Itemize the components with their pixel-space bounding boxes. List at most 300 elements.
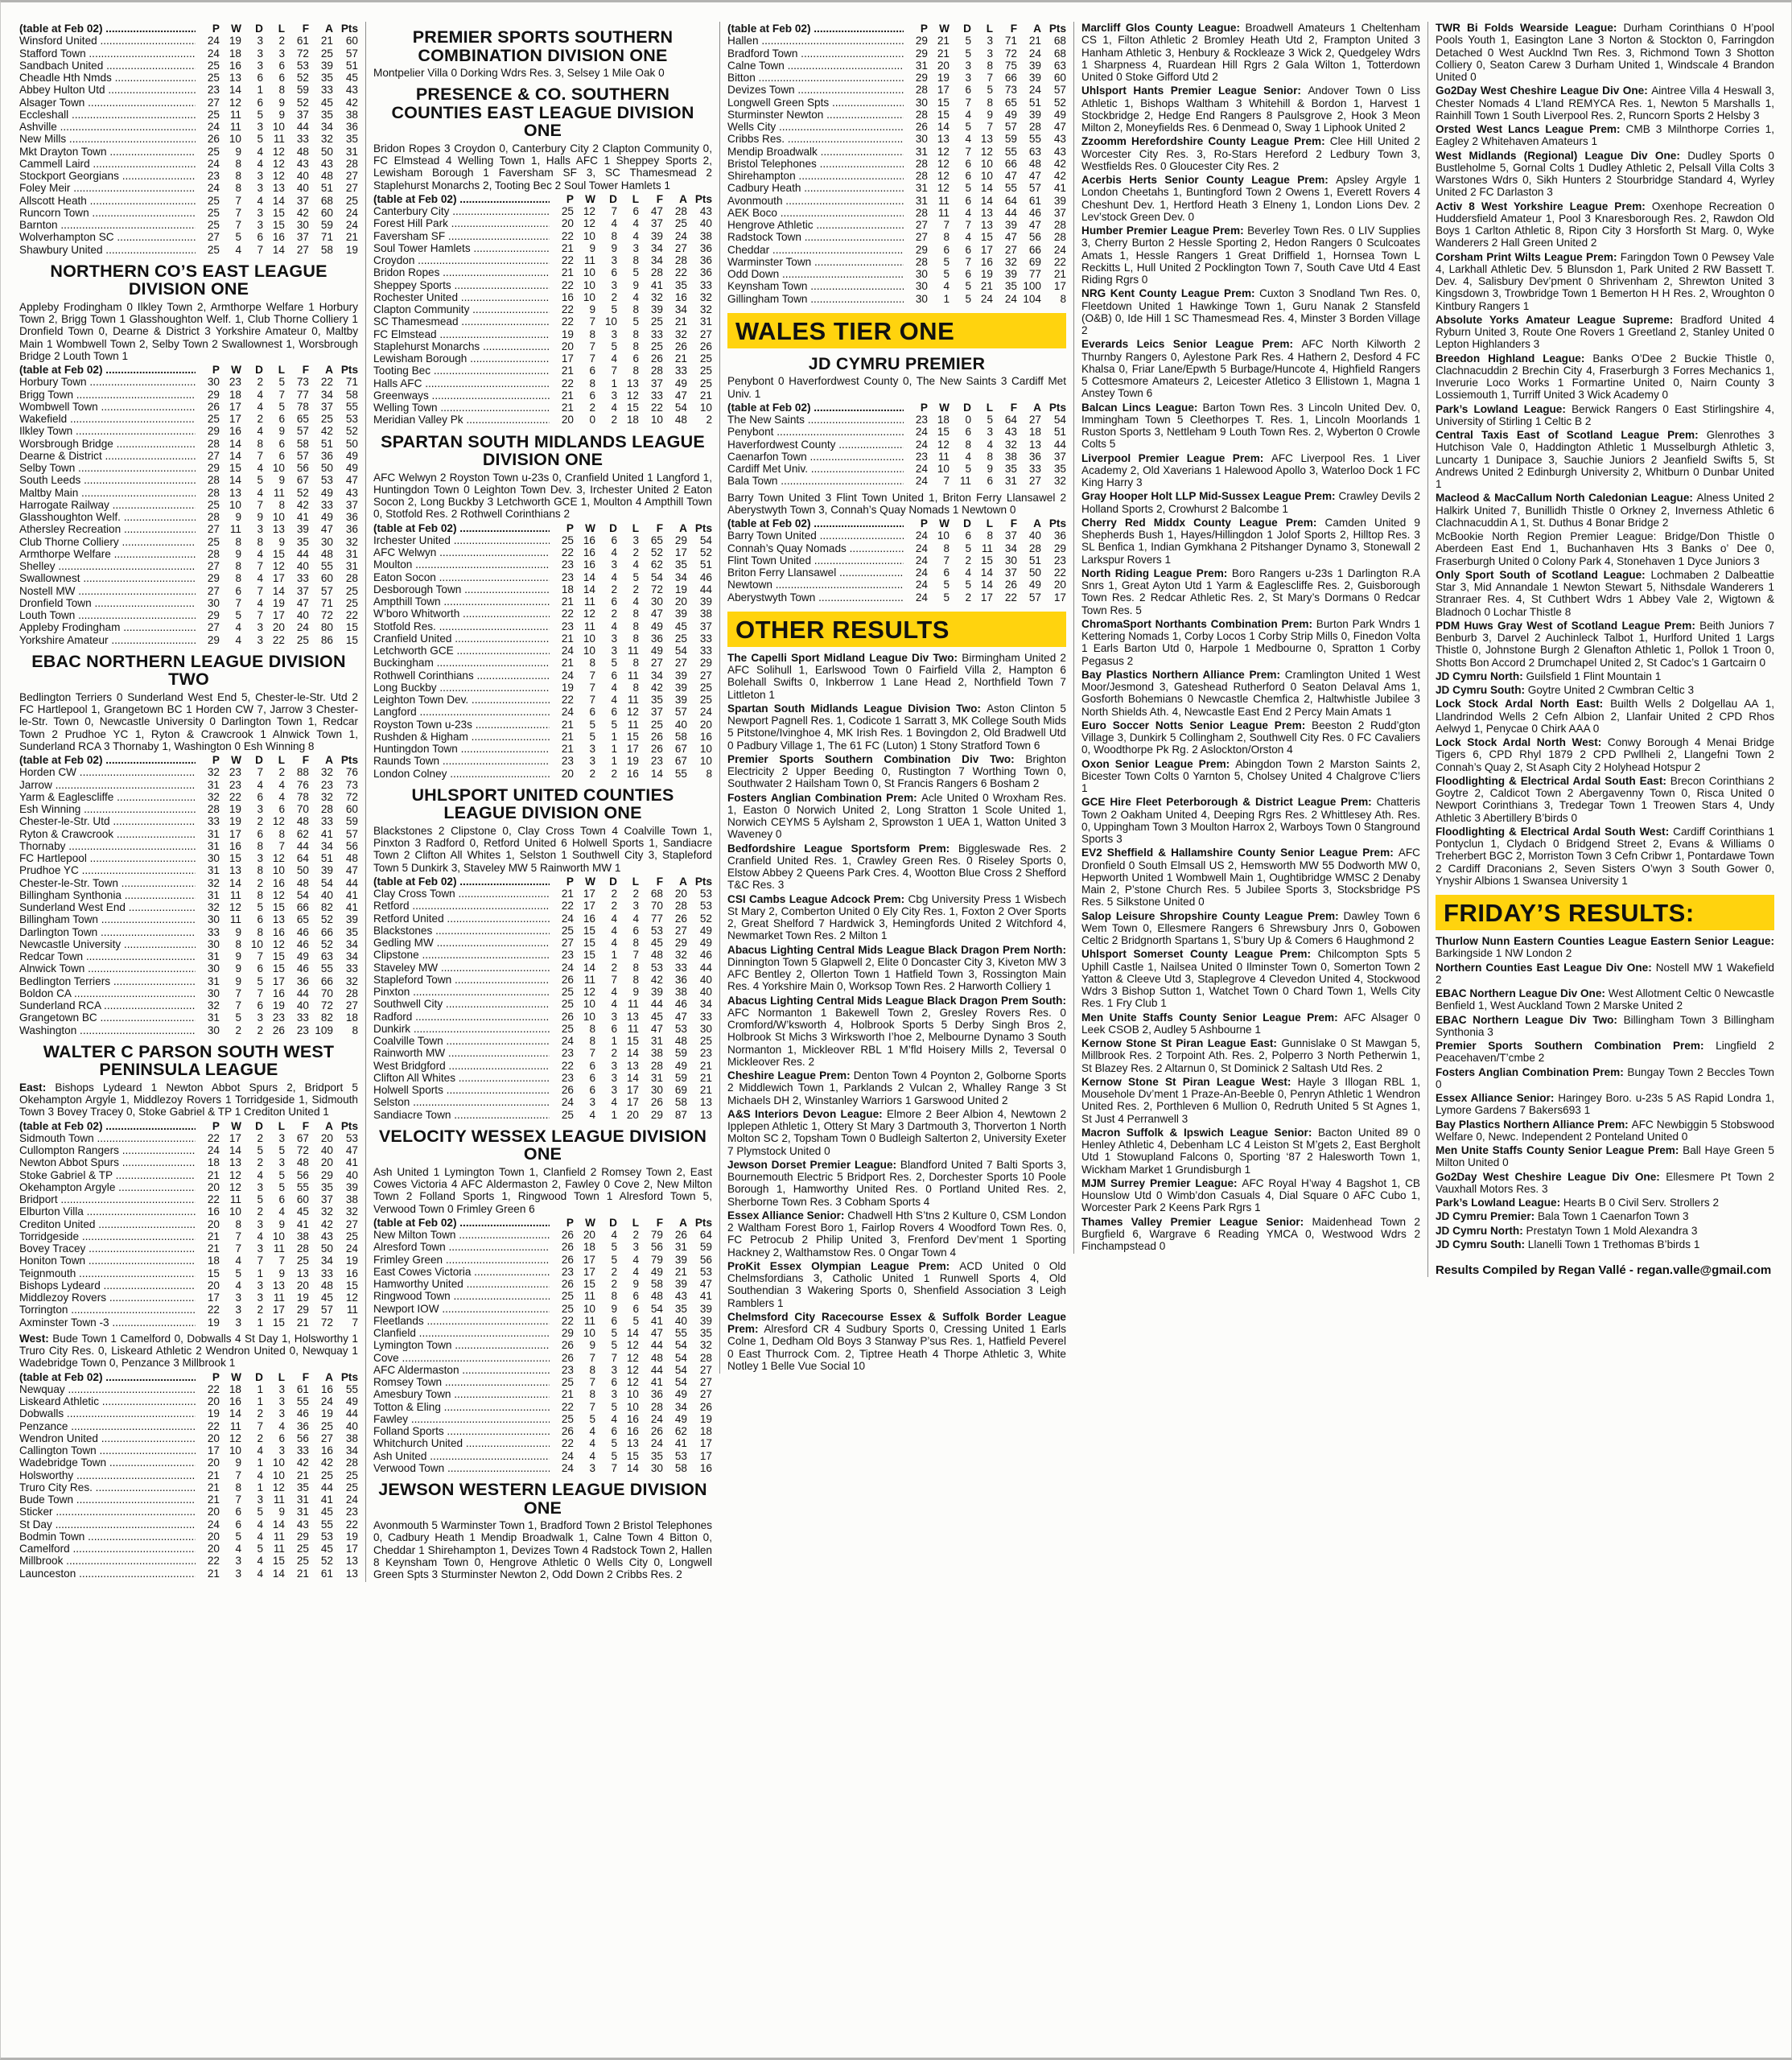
- stat-value: 22: [207, 1382, 220, 1395]
- stat-value: 24: [915, 426, 928, 439]
- table-header-col: W: [231, 754, 241, 766]
- stat-value: 25: [345, 1469, 358, 1481]
- stat-value: 9: [611, 241, 617, 254]
- table-header-col: P: [212, 364, 220, 376]
- table-header-col: A: [1033, 23, 1041, 35]
- stat-value: 58: [650, 1278, 663, 1290]
- stat-value: 6: [257, 790, 263, 803]
- team-name: Darlington Town .....: [19, 926, 196, 938]
- stat-value: 28: [650, 1059, 663, 1072]
- stat-value: 59: [699, 1241, 712, 1254]
- stat-value: 39: [699, 595, 712, 608]
- stat-value: 53: [674, 1022, 687, 1035]
- table-row: [19, 47, 358, 60]
- stat-value: 21: [207, 1567, 220, 1580]
- stat-value: 6: [611, 534, 617, 546]
- stat-value: 8: [632, 608, 639, 620]
- stat-value: 52: [296, 96, 309, 109]
- stat-value: 8: [235, 560, 241, 572]
- stat-value: 7: [611, 1461, 617, 1474]
- stat-value: 24: [296, 621, 309, 634]
- team-name: Pinxton .....: [373, 986, 550, 998]
- stat-value: 4: [257, 425, 263, 438]
- league-name-lead: Corsham Print Wilts League Prem:: [1436, 250, 1621, 263]
- league-name-lead: Marcliff Glos County League:: [1081, 22, 1246, 34]
- stat-value: 17: [272, 974, 285, 987]
- table-row: [19, 621, 358, 633]
- team-name: Cheddar .....: [727, 244, 904, 256]
- stat-value: 31: [207, 888, 220, 901]
- stat-value: 25: [345, 1481, 358, 1494]
- stat-value: 3: [632, 900, 639, 913]
- stat-value: 31: [915, 182, 928, 195]
- stat-value: 32: [699, 290, 712, 303]
- stat-value: 55: [345, 400, 358, 413]
- stat-value: 28: [207, 511, 220, 523]
- table-header-col: L: [278, 1370, 285, 1383]
- column-2: [365, 22, 719, 1582]
- results-paragraph: JD Cymru South: Llanelli Town 1 Trethomas B’birds 1: [1436, 1238, 1700, 1250]
- stat-value: 51: [345, 59, 358, 72]
- stat-value: 66: [1028, 243, 1041, 256]
- table-header-col: L: [632, 1216, 639, 1229]
- stat-value: 11: [959, 475, 971, 488]
- stat-value: 22: [561, 229, 574, 242]
- stat-value: 55: [674, 767, 687, 780]
- stat-value: 26: [561, 1010, 574, 1023]
- table-header-label: (table at Feb 02) .....: [373, 1217, 550, 1229]
- table-row: [373, 303, 712, 315]
- stat-value: 24: [345, 206, 358, 219]
- stat-value: 44: [1053, 438, 1066, 451]
- stat-value: 39: [1028, 72, 1041, 84]
- stat-value: 25: [207, 219, 220, 231]
- stat-value: 5: [257, 1506, 263, 1518]
- stat-value: 57: [320, 1304, 333, 1316]
- table-row: [373, 608, 712, 620]
- stat-value: 20: [674, 888, 687, 900]
- results-paragraph: Go2Day West Cheshire League Div One: Aintree Villa 4 Heswall 3, Chester Nomads 4 L’land REMYCA Res. 1, Newton 5 Marshalls 1, Rainhill Town 1 South Liverpool Res. 2, Runcorn Sports 2 Helsby 3: [1436, 84, 1775, 122]
- stat-value: 8: [235, 1481, 241, 1494]
- table-header-col: L: [632, 521, 639, 534]
- stat-value: 15: [272, 962, 285, 975]
- table-row: [373, 254, 712, 266]
- table-row: [373, 1266, 712, 1278]
- stat-value: 56: [345, 839, 358, 852]
- stat-value: 31: [345, 547, 358, 560]
- stat-value: 35: [1004, 463, 1017, 475]
- stat-value: 12: [626, 1363, 639, 1376]
- stat-value: 13: [272, 913, 285, 926]
- stat-value: 27: [915, 231, 928, 244]
- stat-value: 41: [699, 1290, 712, 1303]
- results-paragraph: ChromaSport Northants Combination Prem: Burton Park Wndrs 1 Kettering Nomads 1, Corby Locos 1 Corby Strip Mills 0, Finedon Volta 1 Earls Barton Utd 0, Harpole 1 Medbourne 0, Spratton 1 Corby Pegasus 2: [1081, 617, 1420, 667]
- stat-value: 4: [257, 1469, 263, 1481]
- stat-value: 51: [320, 437, 333, 450]
- table-row: [19, 1543, 358, 1555]
- stat-value: 32: [1004, 438, 1017, 451]
- results-paragraph: A&S Interiors Devon League: Elmore 2 Beer Albion 4, Newtown 2 Ipplepen Athletic 1, Ottery St Mary 3 Dartmouth 3, Thorverton 1 North Molton SC 2, Topsham Town 0 Budleigh Salterton 2, University Exeter 7 Plymstock United 0: [727, 1107, 1066, 1157]
- stat-value: 12: [626, 389, 639, 402]
- stat-value: 8: [632, 632, 639, 645]
- stat-value: 53: [345, 413, 358, 425]
- stat-value: 33: [296, 1444, 309, 1456]
- stat-value: 19: [207, 1407, 220, 1420]
- stat-value: 59: [674, 1047, 687, 1060]
- stat-value: 3: [611, 278, 617, 291]
- league-name-lead: Floodlighting & Electrical Ardal South East:: [1436, 774, 1670, 787]
- stat-value: 14: [272, 1518, 285, 1531]
- table-header-col: A: [325, 364, 333, 376]
- stat-value: 4: [611, 986, 617, 998]
- stat-value: 25: [674, 217, 687, 230]
- stat-value: 53: [320, 1530, 333, 1543]
- stat-value: 13: [937, 133, 950, 146]
- stat-value: 6: [965, 243, 971, 256]
- table-row: [19, 450, 358, 462]
- stat-value: 15: [937, 96, 950, 109]
- team-name: Canterbury City .....: [373, 205, 550, 217]
- stat-value: 26: [915, 121, 928, 133]
- stat-value: 21: [561, 389, 574, 402]
- team-name: Haverfordwest County .....: [727, 439, 904, 451]
- stat-value: 7: [257, 950, 263, 962]
- stat-value: 8: [632, 657, 639, 670]
- stat-value: 30: [699, 1022, 712, 1035]
- stat-value: 12: [626, 1376, 639, 1388]
- team-name: Bridport .....: [19, 1193, 196, 1205]
- stat-value: 30: [915, 96, 928, 109]
- team-name: Athersley Recreation .....: [19, 523, 196, 535]
- stat-value: 4: [235, 1543, 241, 1555]
- stat-value: 23: [272, 1011, 285, 1024]
- team-name: Devizes Town .....: [727, 84, 904, 96]
- stat-value: 36: [345, 511, 358, 523]
- stat-value: 28: [650, 266, 663, 279]
- stat-value: 5: [611, 340, 617, 352]
- stat-value: 64: [1004, 414, 1017, 426]
- table-header-col: A: [1033, 401, 1041, 414]
- league-name-lead: Floodlighting & Electrical Ardal South West:: [1436, 825, 1674, 838]
- league-name-lead: JD Cymru South:: [1436, 684, 1528, 696]
- stat-value: 12: [345, 1292, 358, 1304]
- team-name: Shawbury United .....: [19, 244, 196, 256]
- stat-value: 4: [257, 1168, 263, 1181]
- stat-value: 14: [272, 194, 285, 207]
- team-name: Stapleford Town .....: [373, 974, 550, 986]
- stat-value: 64: [296, 852, 309, 864]
- stat-value: 21: [207, 1469, 220, 1481]
- table-row: [727, 268, 1066, 280]
- stat-value: 13: [272, 182, 285, 195]
- table-row: [373, 755, 712, 767]
- stat-value: 24: [561, 669, 574, 682]
- stat-value: 8: [278, 827, 285, 840]
- stat-value: 11: [346, 1304, 358, 1316]
- stat-value: 5: [278, 1168, 285, 1181]
- team-name: Retford United .....: [373, 913, 550, 925]
- stat-value: 25: [699, 352, 712, 365]
- table-row: [727, 426, 1066, 438]
- table-header-row: [19, 1371, 358, 1383]
- stat-value: 24: [1053, 243, 1066, 256]
- stat-value: 12: [229, 1168, 241, 1181]
- stat-value: 3: [589, 755, 595, 768]
- stat-value: 7: [235, 1469, 241, 1481]
- stat-value: 30: [207, 376, 220, 389]
- stat-value: 25: [650, 718, 663, 731]
- table-row: [373, 1425, 712, 1437]
- stat-value: 32: [699, 1339, 712, 1352]
- stat-value: 19: [207, 1316, 220, 1329]
- stat-value: 16: [229, 59, 241, 72]
- stat-value: 53: [674, 1449, 687, 1462]
- stat-value: 41: [345, 901, 358, 913]
- stat-value: 25: [207, 108, 220, 121]
- stat-value: 59: [345, 815, 358, 828]
- stat-value: 26: [561, 1339, 574, 1352]
- league-name-lead: Premier Sports Southern Combination Div Two:: [727, 752, 1026, 765]
- league-name-lead: Go2Day West Cheshire League Div One:: [1436, 1170, 1666, 1183]
- stat-value: 18: [583, 1241, 595, 1254]
- stat-value: 9: [278, 535, 285, 548]
- stat-value: 4: [278, 778, 285, 791]
- stat-value: 9: [278, 108, 285, 121]
- stat-value: 20: [207, 1395, 220, 1407]
- team-name: SC Thamesmead .....: [373, 315, 550, 328]
- stat-value: 9: [235, 950, 241, 962]
- stat-value: 3: [235, 1567, 241, 1580]
- stat-value: 2: [632, 583, 639, 595]
- stat-value: 17: [1053, 280, 1066, 293]
- table-header-row: [19, 23, 358, 35]
- stat-value: 17: [272, 609, 285, 621]
- stat-value: 38: [296, 1230, 309, 1242]
- stat-value: 31: [207, 1011, 220, 1024]
- stat-value: 22: [561, 1437, 574, 1450]
- table-row: [19, 1531, 358, 1543]
- stat-value: 3: [235, 1316, 241, 1329]
- table-header-col: D: [609, 875, 617, 888]
- stat-value: 82: [320, 1011, 333, 1024]
- stat-value: 25: [561, 1412, 574, 1425]
- stat-value: 3: [278, 1382, 285, 1395]
- stat-value: 38: [699, 608, 712, 620]
- stat-value: 30: [915, 268, 928, 280]
- stat-value: 8: [589, 377, 595, 389]
- stat-value: 6: [611, 669, 617, 682]
- team-name: Forest Hill Park .....: [373, 217, 550, 229]
- table-row: [19, 499, 358, 511]
- stat-value: 18: [1028, 426, 1041, 439]
- stat-value: 7: [257, 449, 263, 462]
- team-name: Newquay .....: [19, 1383, 196, 1395]
- stat-value: 23: [915, 450, 928, 463]
- league-table: [19, 754, 358, 1036]
- table-row: [373, 925, 712, 937]
- stat-value: 56: [699, 1253, 712, 1266]
- stat-value: 1: [257, 1456, 263, 1469]
- stat-value: 7: [589, 340, 595, 352]
- table-row: [19, 231, 358, 243]
- stat-value: 55: [296, 1395, 309, 1407]
- stat-value: 71: [320, 596, 333, 609]
- stat-value: 17: [561, 352, 574, 365]
- team-name: Harrogate Railway .....: [19, 499, 196, 511]
- table-header-col: Pts: [340, 1119, 358, 1132]
- stat-value: 45: [650, 1010, 663, 1023]
- stat-value: 8: [943, 542, 950, 554]
- stat-value: 3: [965, 59, 971, 72]
- results-paragraph: Macleod & MacCallum North Caledonian League: Alness United 2 Halkirk United 7, Bunillidh Thistle 0 Orkney 2, Inverness Athletic 6 Clachnacuddin A 1, St. Duthus 4 Bonar Bridge 2: [1436, 492, 1774, 529]
- table-row: [373, 242, 712, 254]
- stat-value: 35: [296, 1481, 309, 1494]
- table-row: [19, 1395, 358, 1407]
- stat-value: 21: [937, 47, 950, 60]
- table-row: [373, 291, 712, 303]
- stat-value: 7: [943, 554, 950, 566]
- stat-value: 5: [965, 121, 971, 133]
- stat-value: 25: [207, 498, 220, 511]
- stat-value: 3: [257, 170, 263, 182]
- table-row: [727, 84, 1066, 96]
- team-name: Fawley .....: [373, 1413, 550, 1425]
- stat-value: 8: [235, 937, 241, 950]
- stat-value: 8: [235, 572, 241, 585]
- table-row: [373, 620, 712, 632]
- stat-value: 1: [611, 377, 617, 389]
- table-row: [373, 1315, 712, 1327]
- stat-value: 54: [674, 1339, 687, 1352]
- team-name: Tooting Bec .....: [373, 365, 550, 377]
- table-header-col: A: [325, 754, 333, 766]
- stat-value: 62: [296, 827, 309, 840]
- stat-value: 20: [583, 1229, 595, 1241]
- team-name: Selby Town .....: [19, 462, 196, 474]
- stat-value: 18: [229, 47, 241, 60]
- stat-value: 16: [626, 1425, 639, 1437]
- table-row: [727, 109, 1066, 121]
- team-name: Hamworthy United .....: [373, 1278, 550, 1290]
- stat-value: 15: [937, 426, 950, 439]
- stat-value: 22: [207, 1193, 220, 1205]
- stat-value: 59: [1004, 133, 1017, 146]
- table-row: [727, 47, 1066, 60]
- stat-value: 24: [345, 1494, 358, 1506]
- stat-value: 30: [915, 280, 928, 293]
- stat-value: 47: [296, 596, 309, 609]
- stat-value: 2: [235, 1024, 241, 1036]
- stat-value: 25: [345, 194, 358, 207]
- stat-value: 27: [207, 621, 220, 634]
- section-heading: UHLSPORT UNITED COUNTIES LEAGUE DIVISION ONE: [411, 785, 674, 823]
- table-row: [19, 1494, 358, 1506]
- team-name: Chester-le-Str. Town .....: [19, 877, 196, 889]
- league-name-lead: Acerbis Herts Senior County League Prem:: [1081, 174, 1337, 186]
- table-row: [373, 1450, 712, 1462]
- stat-value: 22: [561, 1400, 574, 1413]
- stat-value: 21: [207, 1481, 220, 1494]
- stat-value: 12: [272, 560, 285, 572]
- stat-value: 21: [699, 1059, 712, 1072]
- stat-value: 12: [583, 608, 595, 620]
- stat-value: 12: [229, 1432, 241, 1444]
- stat-value: 14: [937, 121, 950, 133]
- stat-value: 25: [296, 633, 309, 646]
- table-header-label: (table at Feb 02) .....: [727, 23, 904, 35]
- stat-value: 22: [320, 376, 333, 389]
- stat-value: 17: [583, 900, 595, 913]
- table-row: [19, 1193, 358, 1205]
- table-row: [373, 768, 712, 780]
- table-row: [373, 583, 712, 595]
- results-paragraph: EBAC Northern League Div Two: Billingham Town 3 Billingham Synthonia 3: [1436, 1013, 1774, 1038]
- stat-value: 6: [965, 157, 971, 170]
- stat-value: 4: [611, 1096, 617, 1109]
- stat-value: 37: [1004, 566, 1017, 579]
- stat-value: 47: [1028, 170, 1041, 182]
- results-paragraph: Fosters Anglian Combination Prem: Bungay Town 2 Beccles Town 0: [1436, 1065, 1774, 1090]
- stat-value: 5: [589, 730, 595, 743]
- stat-value: 29: [699, 657, 712, 670]
- table-row: [373, 657, 712, 669]
- stat-value: 29: [561, 1327, 574, 1339]
- stat-value: 8: [1060, 292, 1066, 305]
- stat-value: 25: [207, 206, 220, 219]
- table-row: [19, 1181, 358, 1193]
- table-row: [19, 35, 358, 47]
- table-row: [727, 35, 1066, 47]
- stat-value: 8: [257, 888, 263, 901]
- stat-value: 61: [296, 1382, 309, 1395]
- stat-value: 10: [272, 1456, 285, 1469]
- team-name: Bude Town .....: [19, 1494, 196, 1506]
- stat-value: 60: [296, 1193, 309, 1205]
- stat-value: 7: [589, 694, 595, 706]
- stat-value: 40: [1028, 529, 1041, 542]
- stat-value: 8: [589, 1363, 595, 1376]
- stat-value: 2: [589, 767, 595, 780]
- stat-value: 33: [650, 328, 663, 340]
- results-paragraph: Premier Sports Southern Combination Prem: Lingfield 2 Peacehaven/T’cmbe 2: [1436, 1040, 1774, 1065]
- stat-value: 9: [632, 1278, 639, 1290]
- stat-value: 60: [320, 206, 333, 219]
- stat-value: 58: [674, 1096, 687, 1109]
- stat-value: 21: [296, 1316, 309, 1329]
- stat-value: 14: [626, 1327, 639, 1339]
- results-paragraph: Breedon Highland League: Banks O’Dee 2 Buckie Thistle 0, Clachnacuddin 2 Brechin City 4, Fraserburgh 3 Forres Mechanics 1, Inverurie Loco Works 1 Formartine United 0, Nairn County 3 Lossiemouth 1, Turriff United 3 Wick Academy 0: [1436, 352, 1775, 402]
- stat-value: 5: [611, 1327, 617, 1339]
- stat-value: 13: [626, 377, 639, 389]
- table-header-col: Pts: [694, 1216, 712, 1229]
- results-paragraph: Absolute Yorks Amateur League Supreme: Bradford United 4 Ryburn United 3, Route One Rovers 1 Greetland 2, Stanley United 0 Lepton Highlanders 3: [1436, 313, 1775, 351]
- table-header-col: W: [231, 1370, 241, 1383]
- table-row: [19, 1568, 358, 1580]
- table-row: [373, 1060, 712, 1072]
- stat-value: 24: [915, 566, 928, 579]
- stat-value: 31: [296, 1494, 309, 1506]
- stat-value: 4: [589, 1449, 595, 1462]
- stat-value: 49: [674, 1412, 687, 1425]
- stat-value: 53: [650, 924, 663, 937]
- stat-value: 22: [561, 254, 574, 266]
- stat-value: 31: [296, 1506, 309, 1518]
- table-header-col: D: [255, 23, 263, 35]
- stat-value: 8: [235, 535, 241, 548]
- stat-value: 5: [257, 474, 263, 487]
- table-row: [19, 109, 358, 121]
- stat-value: 28: [345, 987, 358, 999]
